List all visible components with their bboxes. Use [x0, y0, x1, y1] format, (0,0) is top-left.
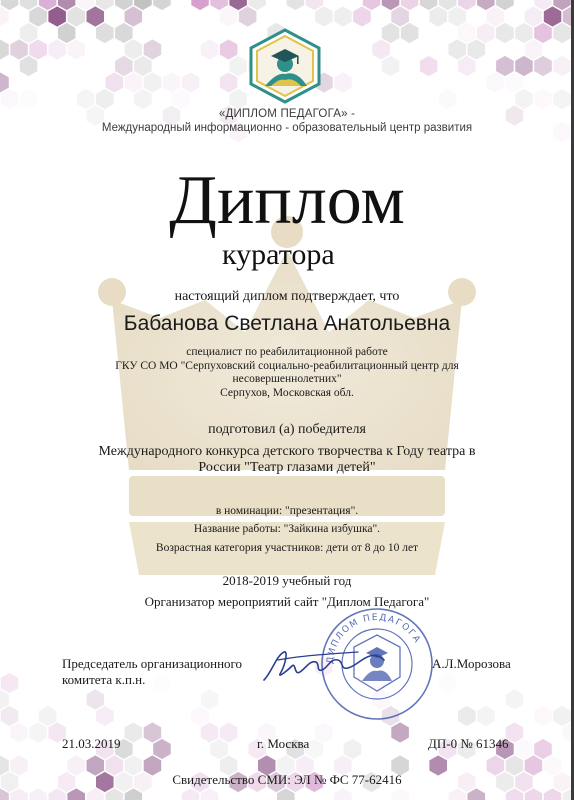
issue-place: г. Москва [257, 736, 310, 751]
recipient-institution: ГКУ СО МО "Серпуховский социально-реабилитационный центр для несовершеннолетних" [115, 360, 459, 385]
chair-name: А.Л.Морозова [432, 656, 511, 671]
academic-year: 2018-2019 учебный год [222, 573, 352, 588]
diploma-title: Диплом [169, 162, 405, 239]
recipient-name: Бабанова Светлана Анатольевна [123, 312, 451, 335]
recipient-role: специалист по реабилитационной работе [186, 346, 388, 358]
organizer-text: Организатор мероприятий сайт "Диплом Педагога" [144, 594, 430, 609]
org-name-line: «ДИПЛОМ ПЕДАГОГА» - [218, 108, 356, 120]
nomination-text: в номинации: "презентация". [215, 505, 359, 517]
chair-title: Председатель организационного комитета к.п.н. [62, 656, 243, 687]
confirms-text: настоящий диплом подтверждает, что [174, 289, 400, 304]
media-certificate: Свидетельство СМИ: ЭЛ № ФС 77-62416 [172, 772, 402, 787]
age-category-text: Возрастная категория участников: дети от 8 до 10 лет [155, 542, 419, 554]
document-number: ДП-0 № 61346 [428, 736, 509, 751]
issue-date: 21.03.2019 [62, 736, 121, 751]
contest-name: Международного конкурса детского творчества к Году театра в России "Театр глазами детей" [98, 444, 476, 475]
work-title-text: Название работы: "Зайкина избушка". [193, 523, 381, 535]
handwritten-signature [258, 646, 388, 686]
prepared-winner-text: подготовил (а) победителя [208, 422, 366, 437]
stamp-ring-text: ДИПЛОМ ПЕДАГОГА [325, 612, 423, 665]
recipient-city: Серпухов, Московская обл. [220, 387, 354, 399]
diploma-subtitle: куратора [222, 238, 335, 271]
diplom-pedagoga-logo [247, 28, 323, 104]
org-subtitle-line: Международный информационно - образовательный центр развития [101, 122, 473, 134]
